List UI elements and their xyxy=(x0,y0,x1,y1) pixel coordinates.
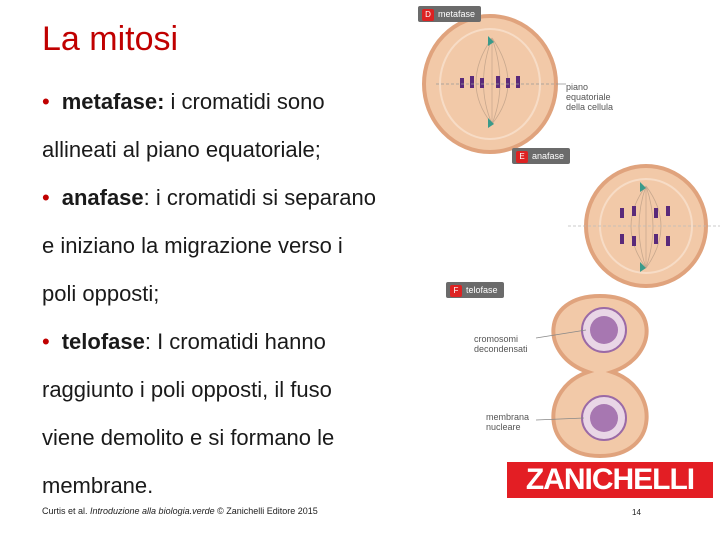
bullet-line: : i cromatidi si separano xyxy=(143,185,376,210)
page-number: 14 xyxy=(632,508,641,517)
bullet-term: anafase xyxy=(61,185,144,210)
bullet-line: raggiunto i poli opposti, il fuso xyxy=(42,377,332,402)
bullet-term: telofase xyxy=(61,329,145,354)
zanichelli-logo: ZANICHELLI xyxy=(507,462,713,498)
footer-citation: Curtis et al. Introduzione alla biologia.verde © Zanichelli Editore 2015 xyxy=(42,506,318,516)
bullet-line: poli opposti; xyxy=(42,281,160,306)
bullet-line: membrane. xyxy=(42,473,154,498)
metaphase-cell xyxy=(424,16,566,152)
tag-metafase: D metafase xyxy=(418,6,481,22)
bullet-line: allineati al piano equatoriale; xyxy=(42,137,321,162)
annotation-chromosomes: cromosomi decondensati xyxy=(474,334,528,354)
annotation-equatorial-plane: piano equatoriale della cellula xyxy=(566,82,614,112)
bullet-dot: • xyxy=(42,329,50,354)
bullet-line: e iniziano la migrazione verso i xyxy=(42,233,343,258)
telophase-cell xyxy=(536,296,647,456)
anaphase-cell xyxy=(568,166,720,286)
bullet-line: viene demolito e si formano le xyxy=(42,425,335,450)
slide-title: La mitosi xyxy=(42,20,179,58)
bullet-dot: • xyxy=(42,185,50,210)
annotation-nuclear-membrane: membrana nucleare xyxy=(486,412,530,432)
tag-anafase: E anafase xyxy=(512,148,570,164)
bullet-line: i cromatidi sono xyxy=(164,89,325,114)
tag-telofase: F telofase xyxy=(446,282,504,298)
bullet-term: metafase: xyxy=(61,89,165,114)
bullet-line: : I cromatidi hanno xyxy=(144,329,326,354)
bullet-dot: • xyxy=(42,89,50,114)
